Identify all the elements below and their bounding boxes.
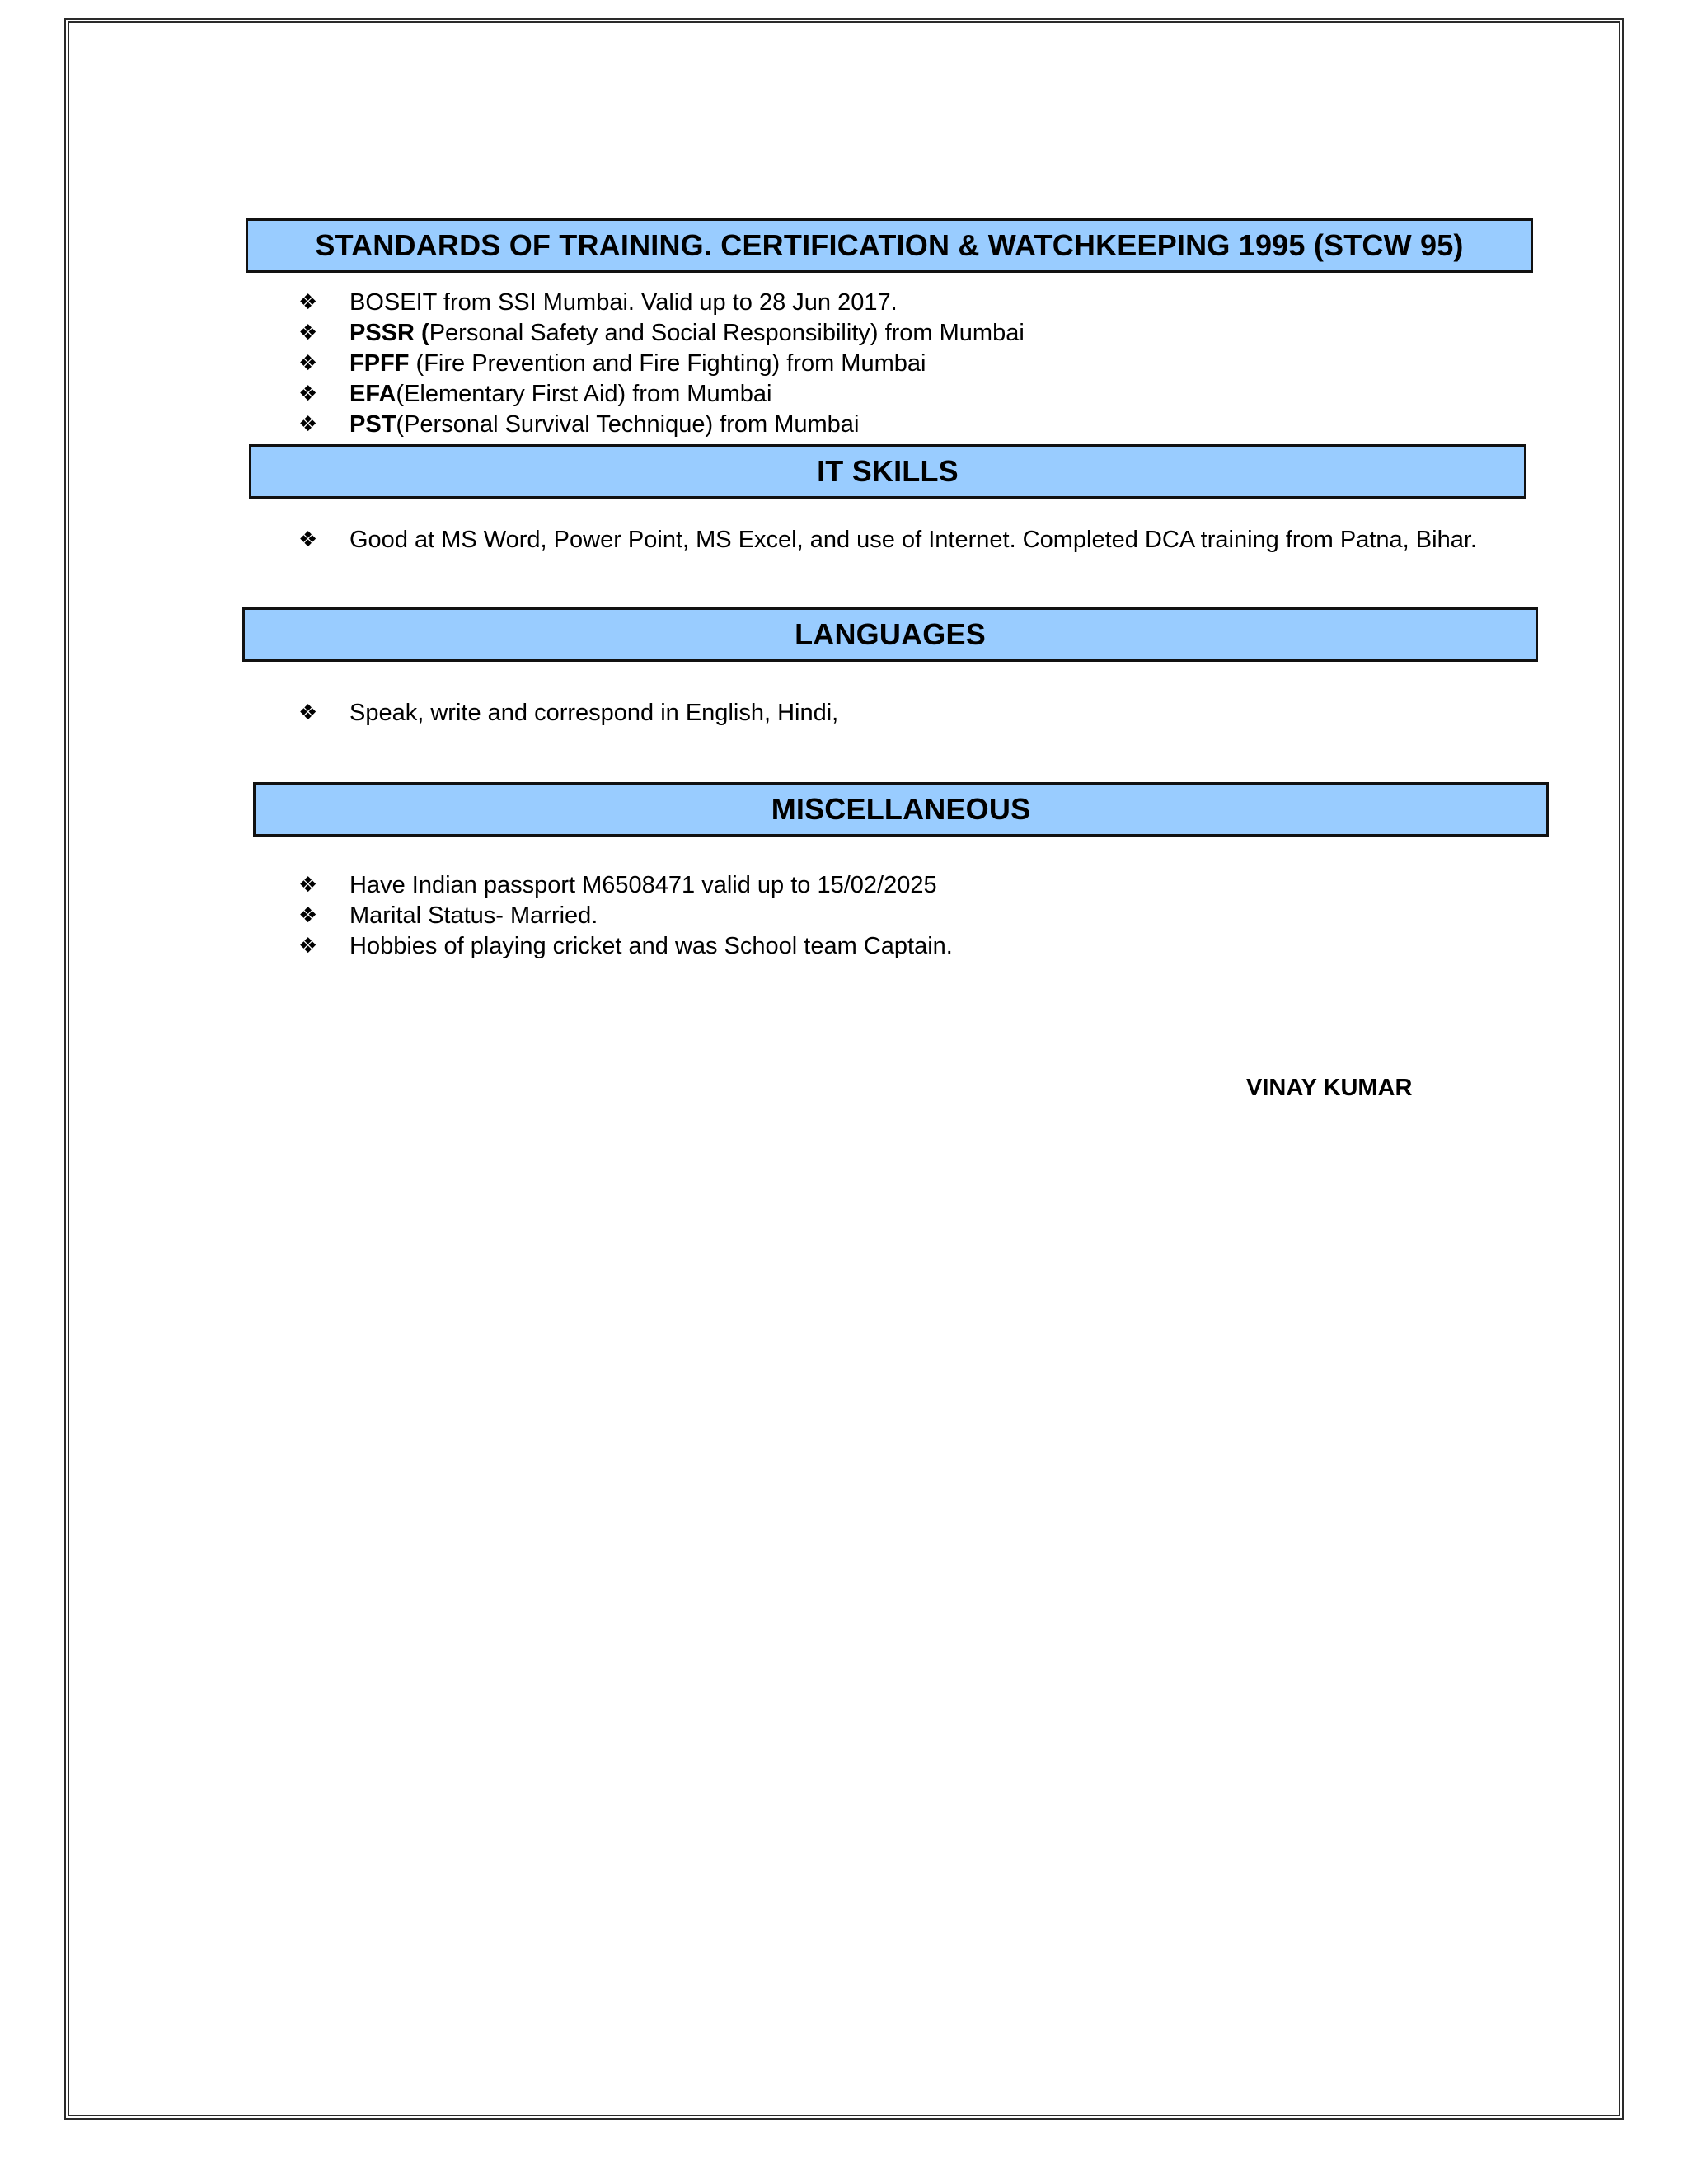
list-item (298, 379, 1025, 410)
signature-name: VINAY KUMAR (1246, 1075, 1413, 1101)
bullet-icon: ❖ (298, 873, 318, 898)
list-item (298, 870, 953, 901)
it-skills-heading-text: IT SKILLS (817, 454, 959, 488)
item-text: Marital Status- Married. (349, 902, 598, 929)
stcw-heading (246, 218, 1533, 273)
bullet-icon: ❖ (298, 934, 318, 958)
it-skills-heading (249, 444, 1526, 499)
miscellaneous-heading-text: MISCELLANEOUS (771, 792, 1031, 826)
it-skills-list (298, 525, 1483, 555)
list-item (298, 288, 1025, 318)
bullet-icon: ❖ (298, 290, 318, 315)
stcw-heading-text: STANDARDS OF TRAINING. CERTIFICATION & WATCHKEEPING 1995 (STCW 95) (315, 228, 1464, 262)
item-text: Personal Safety and Social Responsibility) from Mumbai (429, 320, 1025, 346)
list-item (298, 410, 1025, 440)
list-item (298, 901, 953, 931)
item-text: Have Indian passport M6508471 valid up to 15/02/2025 (349, 872, 937, 898)
languages-heading-text: LANGUAGES (795, 617, 986, 651)
list-item (298, 525, 1483, 555)
item-bold: FPFF (349, 350, 410, 377)
bullet-icon: ❖ (298, 527, 318, 552)
item-text: (Elementary First Aid) from Mumbai (396, 381, 772, 407)
bullet-icon: ❖ (298, 903, 318, 928)
item-text: (Fire Prevention and Fire Fighting) from Mumbai (409, 350, 926, 377)
languages-list (298, 698, 838, 729)
list-item (298, 931, 953, 962)
list-item (298, 318, 1025, 349)
item-bold: PST (349, 411, 396, 438)
bullet-icon: ❖ (298, 351, 318, 376)
item-bold: PSSR ( (349, 320, 429, 346)
bullet-icon: ❖ (298, 382, 318, 406)
miscellaneous-list (298, 870, 953, 962)
languages-heading (242, 607, 1538, 662)
list-item (298, 349, 1025, 379)
bullet-icon: ❖ (298, 321, 318, 345)
bullet-icon: ❖ (298, 701, 318, 725)
bullet-icon: ❖ (298, 412, 318, 437)
item-bold: EFA (349, 381, 396, 407)
stcw-list (298, 288, 1025, 440)
item-text: (Personal Survival Technique) from Mumbai (396, 411, 860, 438)
item-text: Good at MS Word, Power Point, MS Excel, and use of Internet. Completed DCA training from Patna, Bihar. (349, 527, 1477, 553)
item-text: Hobbies of playing cricket and was School team Captain. (349, 933, 953, 959)
item-text: BOSEIT from SSI Mumbai. Valid up to 28 Jun 2017. (349, 289, 898, 316)
list-item (298, 698, 838, 729)
item-text: Speak, write and correspond in English, Hindi, (349, 700, 839, 726)
miscellaneous-heading (253, 782, 1549, 837)
